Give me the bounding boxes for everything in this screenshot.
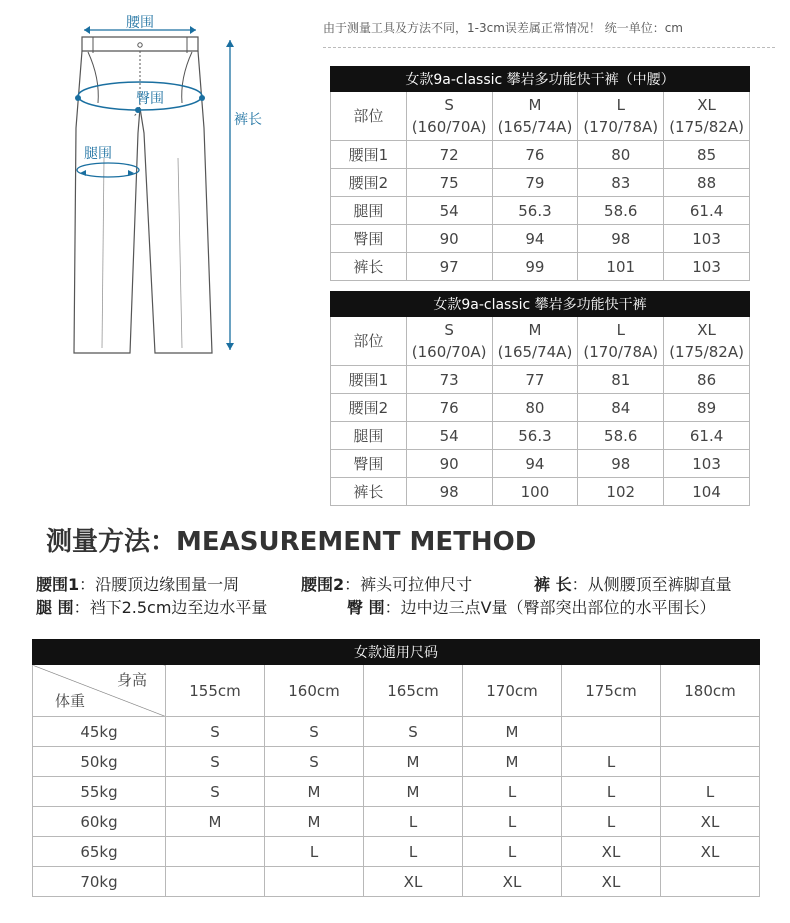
method-item: 裤 长：从侧腰顶至裤脚直量 xyxy=(534,575,732,594)
size-cell: L xyxy=(265,837,364,867)
table-row xyxy=(331,450,750,478)
size-cell: S xyxy=(265,717,364,747)
size-header: S (160/70A) xyxy=(406,317,492,366)
size-cell: M xyxy=(166,807,265,837)
value-cell: 80 xyxy=(492,394,578,422)
height-label: 身高 xyxy=(116,671,147,689)
value-cell: 103 xyxy=(664,450,750,478)
value-cell: 80 xyxy=(578,141,664,169)
value-cell: 54 xyxy=(406,197,492,225)
value-cell: 75 xyxy=(406,169,492,197)
size-cell: XL xyxy=(463,867,562,897)
size-cell: M xyxy=(364,747,463,777)
size-cell: XL xyxy=(661,807,760,837)
table-row xyxy=(331,169,750,197)
table-row xyxy=(33,747,760,777)
weight-cell: 55kg xyxy=(33,777,166,807)
value-cell: 61.4 xyxy=(664,197,750,225)
table-row xyxy=(33,807,760,837)
table-row xyxy=(331,478,750,506)
size-cell xyxy=(265,867,364,897)
weight-label: 体重 xyxy=(55,692,86,710)
part-cell: 腰围1 xyxy=(331,366,407,394)
part-cell: 腿围 xyxy=(331,422,407,450)
table-row xyxy=(331,253,750,281)
value-cell: 85 xyxy=(664,141,750,169)
weight-cell: 65kg xyxy=(33,837,166,867)
value-cell: 79 xyxy=(492,169,578,197)
dashed-divider xyxy=(323,47,775,48)
table-row xyxy=(331,141,750,169)
table-row xyxy=(331,197,750,225)
size-header: XL (175/82A) xyxy=(664,317,750,366)
value-cell: 98 xyxy=(406,478,492,506)
pants-outline-illustration xyxy=(60,8,290,358)
value-cell: 98 xyxy=(578,450,664,478)
size-cell: L xyxy=(364,837,463,867)
value-cell: 81 xyxy=(578,366,664,394)
size-cell: L xyxy=(661,777,760,807)
waist-label: 腰围 xyxy=(126,15,154,31)
weight-cell: 70kg xyxy=(33,867,166,897)
value-cell: 94 xyxy=(492,450,578,478)
general-size-table xyxy=(32,639,760,897)
size-cell: L xyxy=(562,747,661,777)
size-cell: XL xyxy=(562,837,661,867)
height-header: 155cm xyxy=(166,665,265,717)
value-cell: 61.4 xyxy=(664,422,750,450)
height-header: 170cm xyxy=(463,665,562,717)
size-header: L (170/78A) xyxy=(578,317,664,366)
size-cell xyxy=(166,867,265,897)
size-header: M (165/74A) xyxy=(492,317,578,366)
weight-cell: 50kg xyxy=(33,747,166,777)
height-weight-header xyxy=(33,665,166,717)
part-header: 部位 xyxy=(331,317,407,366)
table-caption: 女款通用尺码 xyxy=(33,640,760,665)
part-cell: 腰围2 xyxy=(331,169,407,197)
size-table-standard xyxy=(330,291,750,506)
size-cell: M xyxy=(265,807,364,837)
value-cell: 100 xyxy=(492,478,578,506)
value-cell: 54 xyxy=(406,422,492,450)
size-cell: L xyxy=(562,777,661,807)
value-cell: 86 xyxy=(664,366,750,394)
size-cell: S xyxy=(166,717,265,747)
method-title: 测量方法：MEASUREMENT METHOD xyxy=(46,527,537,557)
size-header: M (165/74A) xyxy=(492,92,578,141)
value-cell: 89 xyxy=(664,394,750,422)
value-cell: 76 xyxy=(492,141,578,169)
size-cell: M xyxy=(463,717,562,747)
value-cell: 99 xyxy=(492,253,578,281)
part-cell: 腰围2 xyxy=(331,394,407,422)
table-caption: 女款9a-classic 攀岩多功能快干裤 xyxy=(331,292,750,317)
size-cell: M xyxy=(364,777,463,807)
weight-cell: 60kg xyxy=(33,807,166,837)
size-header: L (170/78A) xyxy=(578,92,664,141)
value-cell: 98 xyxy=(578,225,664,253)
size-cell xyxy=(661,717,760,747)
table-row xyxy=(331,422,750,450)
pants-diagram xyxy=(60,8,290,358)
part-cell: 腿围 xyxy=(331,197,407,225)
size-cell: L xyxy=(364,807,463,837)
method-item: 臀 围：边中边三点V量（臀部突出部位的水平围长） xyxy=(347,598,716,617)
size-cell: XL xyxy=(364,867,463,897)
table-row xyxy=(33,867,760,897)
value-cell: 76 xyxy=(406,394,492,422)
value-cell: 90 xyxy=(406,225,492,253)
method-item: 腿 围：裆下2.5cm边至边水平量 xyxy=(36,598,268,617)
part-cell: 裤长 xyxy=(331,478,407,506)
value-cell: 83 xyxy=(578,169,664,197)
size-cell: L xyxy=(562,807,661,837)
thigh-label: 腿围 xyxy=(84,146,112,162)
measurement-notice: 由于测量工具及方法不同，1-3cm误差属正常情况！ 统一单位：cm xyxy=(323,21,683,35)
weight-cell: 45kg xyxy=(33,717,166,747)
size-cell: S xyxy=(166,747,265,777)
table-caption: 女款9a-classic 攀岩多功能快干裤（中腰） xyxy=(331,67,750,92)
part-cell: 腰围1 xyxy=(331,141,407,169)
value-cell: 56.3 xyxy=(492,197,578,225)
size-cell: L xyxy=(463,837,562,867)
size-cell: S xyxy=(166,777,265,807)
part-cell: 臀围 xyxy=(331,450,407,478)
value-cell: 72 xyxy=(406,141,492,169)
table-row xyxy=(331,394,750,422)
size-cell: XL xyxy=(661,837,760,867)
value-cell: 101 xyxy=(578,253,664,281)
size-cell: M xyxy=(463,747,562,777)
size-cell: M xyxy=(265,777,364,807)
value-cell: 103 xyxy=(664,225,750,253)
value-cell: 58.6 xyxy=(578,197,664,225)
table-row xyxy=(331,225,750,253)
hip-label: 臀围 xyxy=(136,91,164,107)
size-cell xyxy=(166,837,265,867)
value-cell: 102 xyxy=(578,478,664,506)
height-header: 180cm xyxy=(661,665,760,717)
table-row xyxy=(33,777,760,807)
value-cell: 104 xyxy=(664,478,750,506)
size-cell: S xyxy=(265,747,364,777)
height-header: 160cm xyxy=(265,665,364,717)
table-row xyxy=(331,366,750,394)
size-cell xyxy=(562,717,661,747)
height-header: 165cm xyxy=(364,665,463,717)
value-cell: 88 xyxy=(664,169,750,197)
size-cell: L xyxy=(463,777,562,807)
value-cell: 56.3 xyxy=(492,422,578,450)
length-label: 裤长 xyxy=(234,112,262,128)
size-cell: XL xyxy=(562,867,661,897)
value-cell: 103 xyxy=(664,253,750,281)
method-item: 腰围2：裤头可拉伸尺寸 xyxy=(301,575,473,594)
part-cell: 臀围 xyxy=(331,225,407,253)
height-header: 175cm xyxy=(562,665,661,717)
size-cell xyxy=(661,747,760,777)
method-item: 腰围1：沿腰顶边缘围量一周 xyxy=(36,575,240,594)
size-table-mid-waist xyxy=(330,66,750,281)
part-header: 部位 xyxy=(331,92,407,141)
size-header: S (160/70A) xyxy=(406,92,492,141)
value-cell: 94 xyxy=(492,225,578,253)
value-cell: 77 xyxy=(492,366,578,394)
table-row xyxy=(33,717,760,747)
value-cell: 73 xyxy=(406,366,492,394)
value-cell: 58.6 xyxy=(578,422,664,450)
size-cell: L xyxy=(463,807,562,837)
value-cell: 90 xyxy=(406,450,492,478)
value-cell: 84 xyxy=(578,394,664,422)
size-cell: S xyxy=(364,717,463,747)
part-cell: 裤长 xyxy=(331,253,407,281)
size-cell xyxy=(661,867,760,897)
table-row xyxy=(33,837,760,867)
value-cell: 97 xyxy=(406,253,492,281)
size-header: XL (175/82A) xyxy=(664,92,750,141)
